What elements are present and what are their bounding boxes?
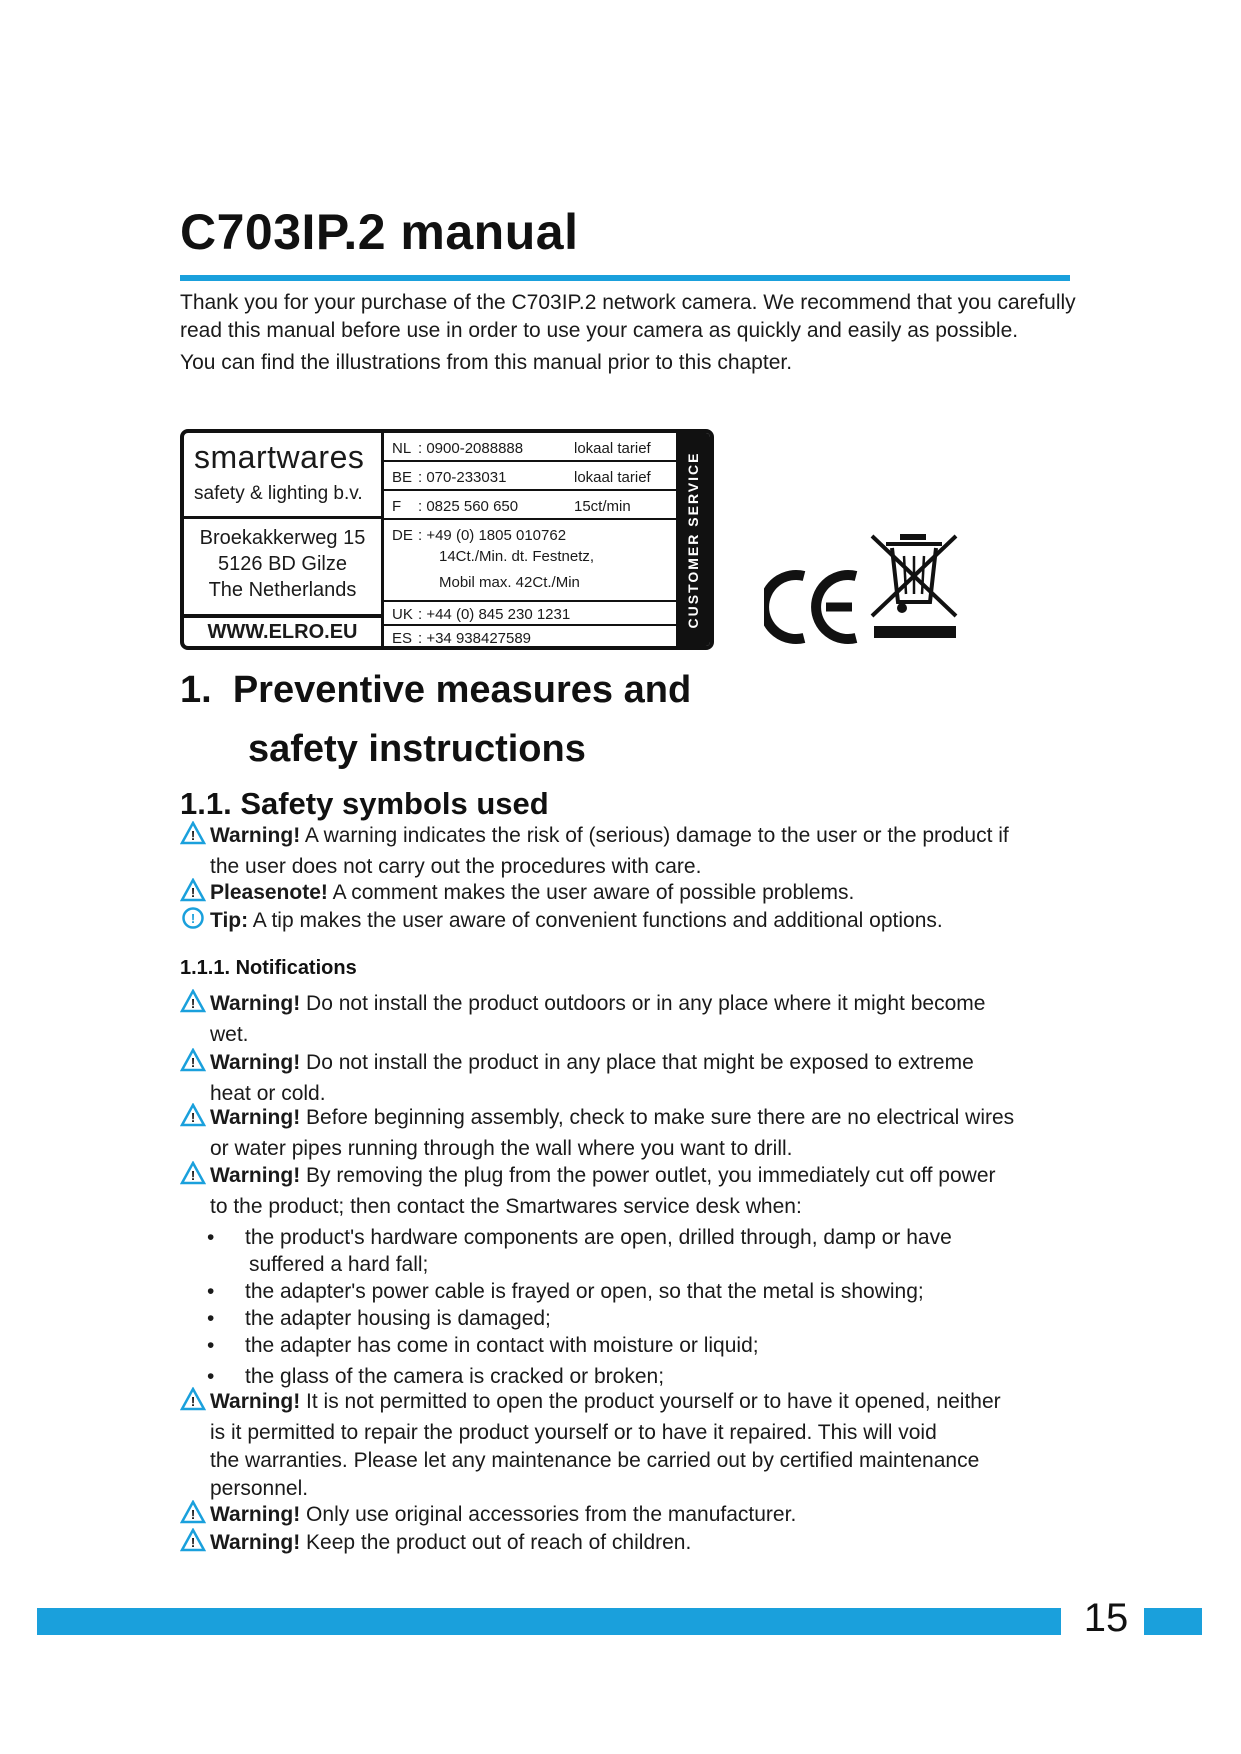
- svg-text:!: !: [190, 911, 196, 926]
- svg-text:!: !: [190, 1394, 196, 1409]
- svg-text:!: !: [190, 1110, 196, 1125]
- phone-row: [384, 493, 679, 520]
- warning-triangle-icon: [180, 1048, 210, 1080]
- rate-text: 14Ct./Min. dt. Festnetz,: [439, 548, 595, 565]
- label: Warning!: [210, 1106, 301, 1129]
- country-code: NL: [392, 440, 412, 457]
- side-label-text: CUSTOMER SERVICE: [685, 451, 701, 628]
- address-line: 5126 BD Gilze: [218, 553, 347, 575]
- country-code: DE: [392, 527, 413, 544]
- country-code: BE: [392, 469, 413, 486]
- tip-icon: [180, 906, 210, 938]
- label: Warning!: [210, 1503, 301, 1526]
- title-rule: [180, 275, 1070, 281]
- text-cont: to the product; then contact the Smartwares service desk when:: [210, 1195, 802, 1218]
- page-title: C703IP.2 manual: [180, 204, 579, 260]
- text: It is not permitted to open the product yourself or to have it opened, neither: [300, 1390, 1001, 1413]
- ce-mark-icon: [764, 568, 862, 646]
- warning-triangle-icon: [180, 1103, 210, 1135]
- text-cont: personnel.: [210, 1477, 309, 1500]
- page-number: 15: [1083, 1596, 1129, 1640]
- rate-text: 15ct/min: [574, 498, 631, 515]
- notification-warning: [180, 1528, 1080, 1560]
- address-line: The Netherlands: [208, 579, 357, 601]
- customer-service-card: [180, 429, 714, 650]
- card-divider: [184, 614, 381, 618]
- card-tagline: safety & lighting b.v.: [194, 483, 363, 504]
- label: Warning!: [210, 1051, 301, 1074]
- country-code: F: [392, 498, 402, 515]
- text: Before beginning assembly, check to make sure there are no electrical wires: [300, 1106, 1015, 1129]
- phone-number: : 0900-2088888: [418, 440, 524, 457]
- footer-bar: [37, 1608, 1061, 1635]
- list-item-text: the adapter has come in contact with moisture or liquid;: [245, 1334, 759, 1357]
- text: Do not install the product outdoors or in any place where it might become: [300, 992, 986, 1015]
- symbol-warning: [180, 821, 1080, 881]
- symbol-tip: [180, 906, 1080, 938]
- phone-row: [384, 464, 679, 491]
- list-item: • the adapter has come in contact with moisture or liquid;: [207, 1334, 759, 1357]
- svg-text:!: !: [190, 828, 196, 843]
- text: A warning indicates the risk of (serious) damage to the user or the product if: [300, 824, 1009, 847]
- notification-warning: [180, 1387, 1080, 1503]
- card-website: WWW.ELRO.EU: [207, 621, 358, 643]
- label: Warning!: [210, 1390, 301, 1413]
- svg-text:!: !: [190, 1055, 196, 1070]
- svg-text:!: !: [190, 1507, 196, 1522]
- card-address: [184, 525, 381, 603]
- text: Do not install the product in any place that might be exposed to extreme: [300, 1051, 974, 1074]
- section-heading-cont: safety instructions: [248, 728, 586, 770]
- svg-text:!: !: [190, 1168, 196, 1183]
- text: By removing the plug from the power outlet, you immediately cut off power: [300, 1164, 996, 1187]
- country-code: ES: [392, 630, 413, 647]
- phone-row: [384, 628, 679, 650]
- phone-row: [384, 604, 679, 626]
- rate-text: Mobil max. 42Ct./Min: [439, 574, 580, 591]
- list-item-text: the glass of the camera is cracked or broken;: [245, 1365, 665, 1388]
- weee-icon: [868, 530, 960, 642]
- rate-text: lokaal tarief: [574, 469, 651, 486]
- notification-warning: [180, 1048, 1080, 1108]
- country-code: UK: [392, 606, 413, 623]
- label: Warning!: [210, 992, 301, 1015]
- phone-number: : +44 (0) 845 230 1231: [418, 606, 571, 623]
- phone-row: [384, 435, 679, 462]
- text-cont: the user does not carry out the procedures with care.: [210, 855, 702, 878]
- label: Tip:: [210, 909, 249, 932]
- subsubsection-heading: 1.1.1. Notifications: [180, 957, 357, 979]
- label: Warning!: [210, 1164, 301, 1187]
- warning-triangle-icon: [180, 1528, 210, 1560]
- label: Pleasenote!: [210, 881, 328, 904]
- card-brand: smartwares: [194, 439, 365, 475]
- text: Only use original accessories from the manufacturer.: [300, 1503, 797, 1526]
- list-item-text: the adapter's power cable is frayed or open, so that the metal is showing;: [245, 1280, 924, 1303]
- text-cont: wet.: [210, 1023, 249, 1046]
- text-cont: heat or cold.: [210, 1082, 326, 1105]
- rate-text: lokaal tarief: [574, 440, 651, 457]
- intro-note: You can find the illustrations from this manual prior to this chapter.: [180, 351, 793, 374]
- warning-triangle-icon: [180, 1387, 210, 1419]
- phone-number: : 070-233031: [418, 469, 507, 486]
- list-item: • the glass of the camera is cracked or broken;: [207, 1365, 665, 1388]
- text: A tip makes the user aware of convenient functions and additional options.: [248, 909, 943, 932]
- warning-triangle-icon: [180, 821, 210, 853]
- phone-number: : +49 (0) 1805 010762: [418, 527, 567, 544]
- label: Warning!: [210, 1531, 301, 1554]
- warning-triangle-icon: [180, 989, 210, 1021]
- intro-paragraph: Thank you for your purchase of the C703IP.2 network camera. We recommend that you carefully read this manual before use in order to use your camera as quickly and easily as possible.: [180, 291, 1076, 342]
- section-title-line: Preventive measures and: [232, 669, 692, 711]
- list-item: • the adapter housing is damaged;: [207, 1307, 551, 1330]
- text: A comment makes the user aware of possible problems.: [327, 881, 855, 904]
- text-cont: the warranties. Please let any maintenance be carried out by certified maintenance: [210, 1449, 980, 1472]
- list-item-text: the product's hardware components are open, drilled through, damp or have: [245, 1226, 952, 1249]
- card-side-label: [676, 433, 710, 646]
- card-company-panel: [184, 433, 384, 646]
- text-cont: or water pipes running through the wall where you want to drill.: [210, 1137, 793, 1160]
- list-item: • the adapter's power cable is frayed or open, so that the metal is showing;: [207, 1280, 924, 1303]
- list-item-text: the adapter housing is damaged;: [245, 1307, 551, 1330]
- notification-warning: [180, 989, 1080, 1049]
- text: Keep the product out of reach of children.: [300, 1531, 692, 1554]
- address-line: Broekakkerweg 15: [199, 527, 366, 549]
- card-phone-list: [384, 433, 679, 646]
- section-heading: [180, 661, 691, 719]
- list-item-text-cont: suffered a hard fall;: [249, 1253, 429, 1276]
- svg-text:!: !: [190, 885, 196, 900]
- card-divider: [184, 516, 381, 519]
- warning-triangle-icon: [180, 1161, 210, 1193]
- phone-number: : +34 938427589: [418, 630, 532, 647]
- phone-number: : 0825 560 650: [418, 498, 519, 515]
- svg-text:!: !: [190, 996, 196, 1011]
- list-item: • the product's hardware components are open, drilled through, damp or have suffered a hard fall;: [207, 1224, 1067, 1278]
- subsection-heading: 1.1. Safety symbols used: [180, 786, 549, 821]
- notification-warning: [180, 1103, 1080, 1163]
- text-cont: is it permitted to repair the product yourself or to have it repaired. This will void: [210, 1421, 937, 1444]
- section-number: 1.: [180, 669, 212, 711]
- intro: [180, 289, 1080, 377]
- footer-bar-end: [1144, 1608, 1202, 1635]
- svg-text:!: !: [190, 1535, 196, 1550]
- label: Warning!: [210, 824, 301, 847]
- notification-warning: [180, 1161, 1080, 1221]
